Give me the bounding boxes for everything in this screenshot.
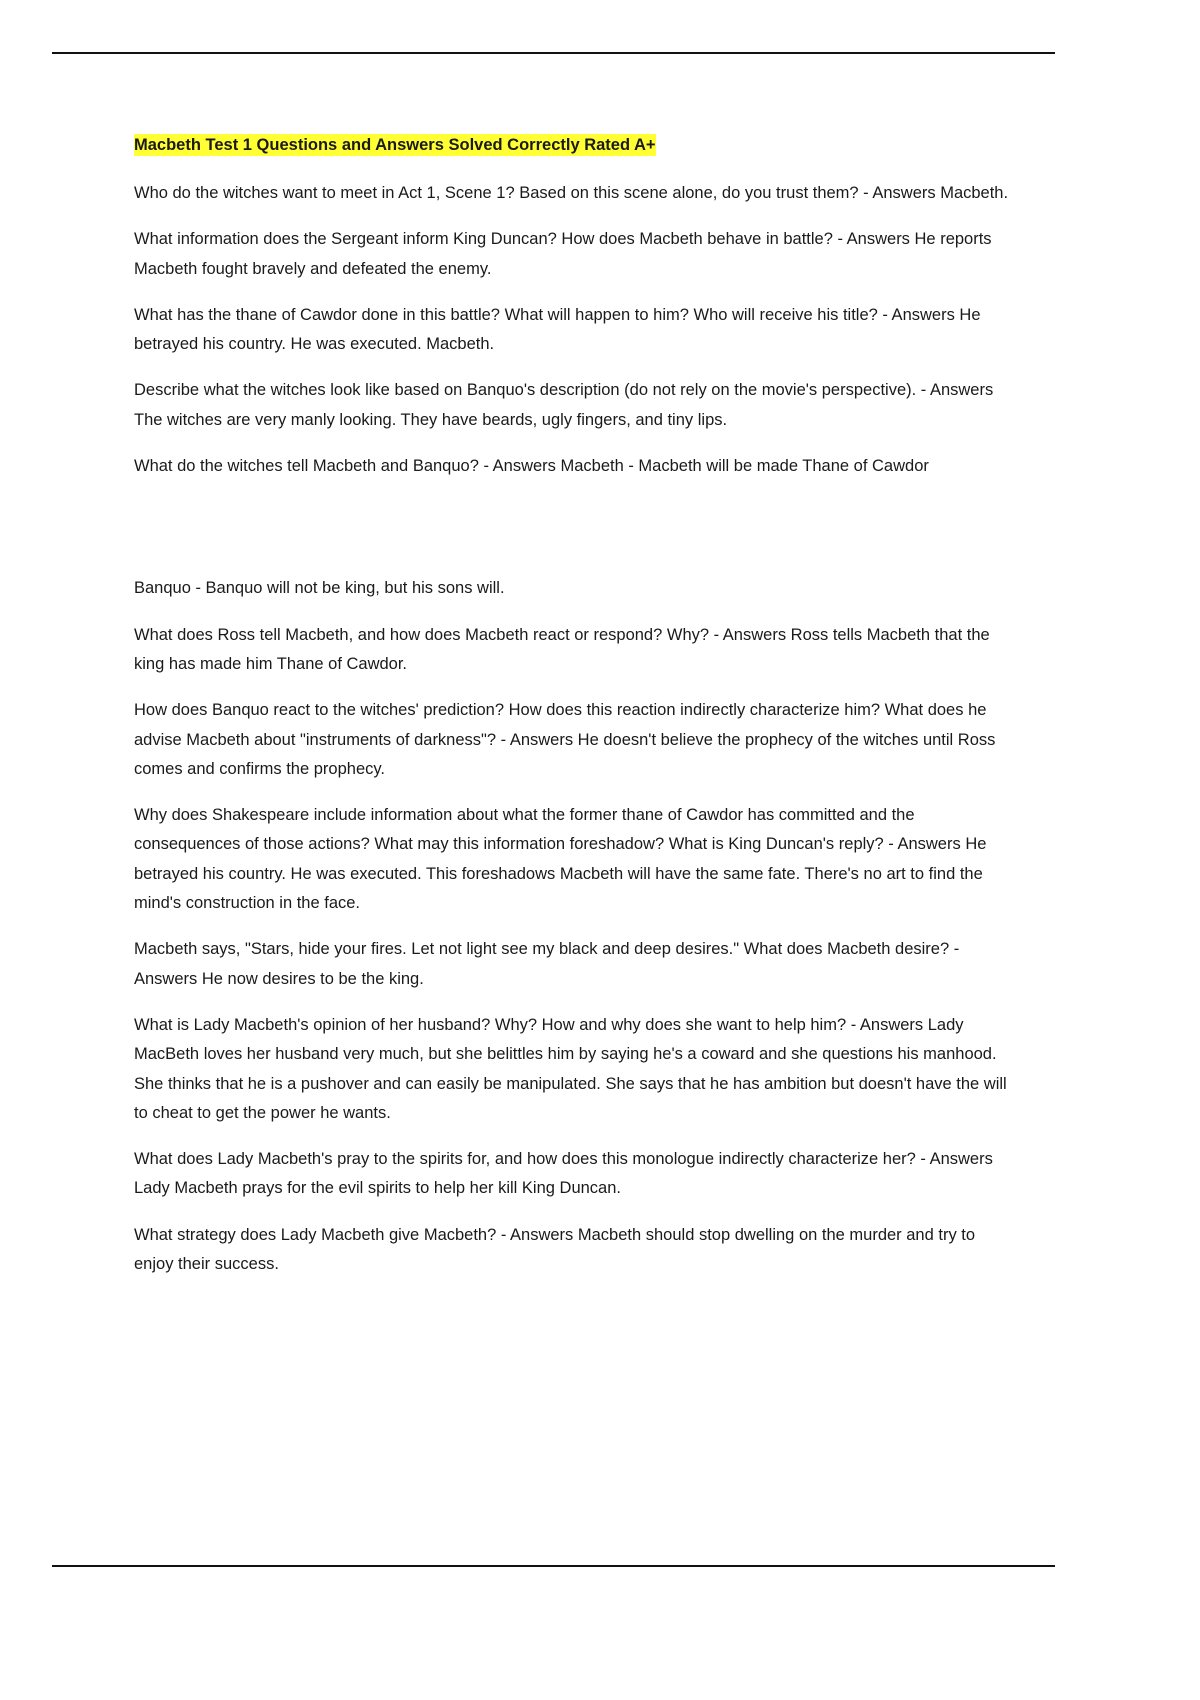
qa-paragraph: What do the witches tell Macbeth and Banquo? - Answers Macbeth - Macbeth will be made Thane of Cawdor [134,457,929,476]
qa-paragraph: What strategy does Lady Macbeth give Macbeth? - Answers Macbeth should stop dwelling on the murder and try to enjoy their success. [134,1225,976,1274]
qa-paragraph: Describe what the witches look like based on Banquo's description (do not rely on the movie's perspective). - Answers The witches are very manly looking. They have beards, ugly fingers, and tiny lips. [134,381,994,429]
qa-paragraph: What does Lady Macbeth's pray to the spirits for, and how does this monologue indirectly characterize her? - Answers Lady Macbeth prays for the evil spirits to help her kill King Duncan. [134,1150,993,1198]
footer-rule [52,1565,1055,1567]
qa-paragraph: Macbeth says, "Stars, hide your fires. Let not light see my black and deep desires." What does Macbeth desire? - Answers He now desires to be the king. [134,940,960,988]
qa-paragraph: Banquo - Banquo will not be king, but his sons will. [134,579,505,598]
qa-paragraph: What has the thane of Cawdor done in this battle? What will happen to him? Who will receive his title? - Answers He betrayed his country. He was executed. Macbeth. [134,305,981,354]
qa-paragraph: Why does Shakespeare include information about what the former thane of Cawdor has committed and the consequences of those actions? What may this information foreshadow? What is King Duncan's reply? - Answers He betrayed his country. He was executed. This foreshadows Macbeth will have the same fate. There's no art to find the mind's construction in the face. [134,806,987,913]
qa-paragraph: What does Ross tell Macbeth, and how does Macbeth react or respond? Why? - Answers Ross tells Macbeth that the king has made him Thane of Cawdor. [134,625,990,673]
document-title [134,131,1009,160]
document-title-text: Macbeth Test 1 Questions and Answers Solved Correctly Rated A+ [134,136,656,154]
qa-paragraph: What is Lady Macbeth's opinion of her husband? Why? How and why does she want to help him? - Answers Lady MacBeth loves her husband very much, but she belittles him by saying he's a coward and she questions his manhood. She thinks that he is a pushover and can easily be manipulated. She says that he has ambition but doesn't have the will to cheat to get the power he wants. [134,1015,1007,1122]
qa-paragraph: How does Banquo react to the witches' prediction? How does this reaction indirectly characterize him? What does he advise Macbeth about "instruments of darkness"? - Answers He doesn't believe the prophecy of the witches until Ross comes and confirms the prophecy. [134,701,996,778]
header-rule [52,52,1055,54]
qa-paragraph: Who do the witches want to meet in Act 1, Scene 1? Based on this scene alone, do you trust them? - Answers Macbeth. [134,184,1009,202]
qa-paragraph: What information does the Sergeant inform King Duncan? How does Macbeth behave in battle? - Answers He reports Macbeth fought bravely and defeated the enemy. [134,230,992,278]
document-body [134,131,1009,1296]
